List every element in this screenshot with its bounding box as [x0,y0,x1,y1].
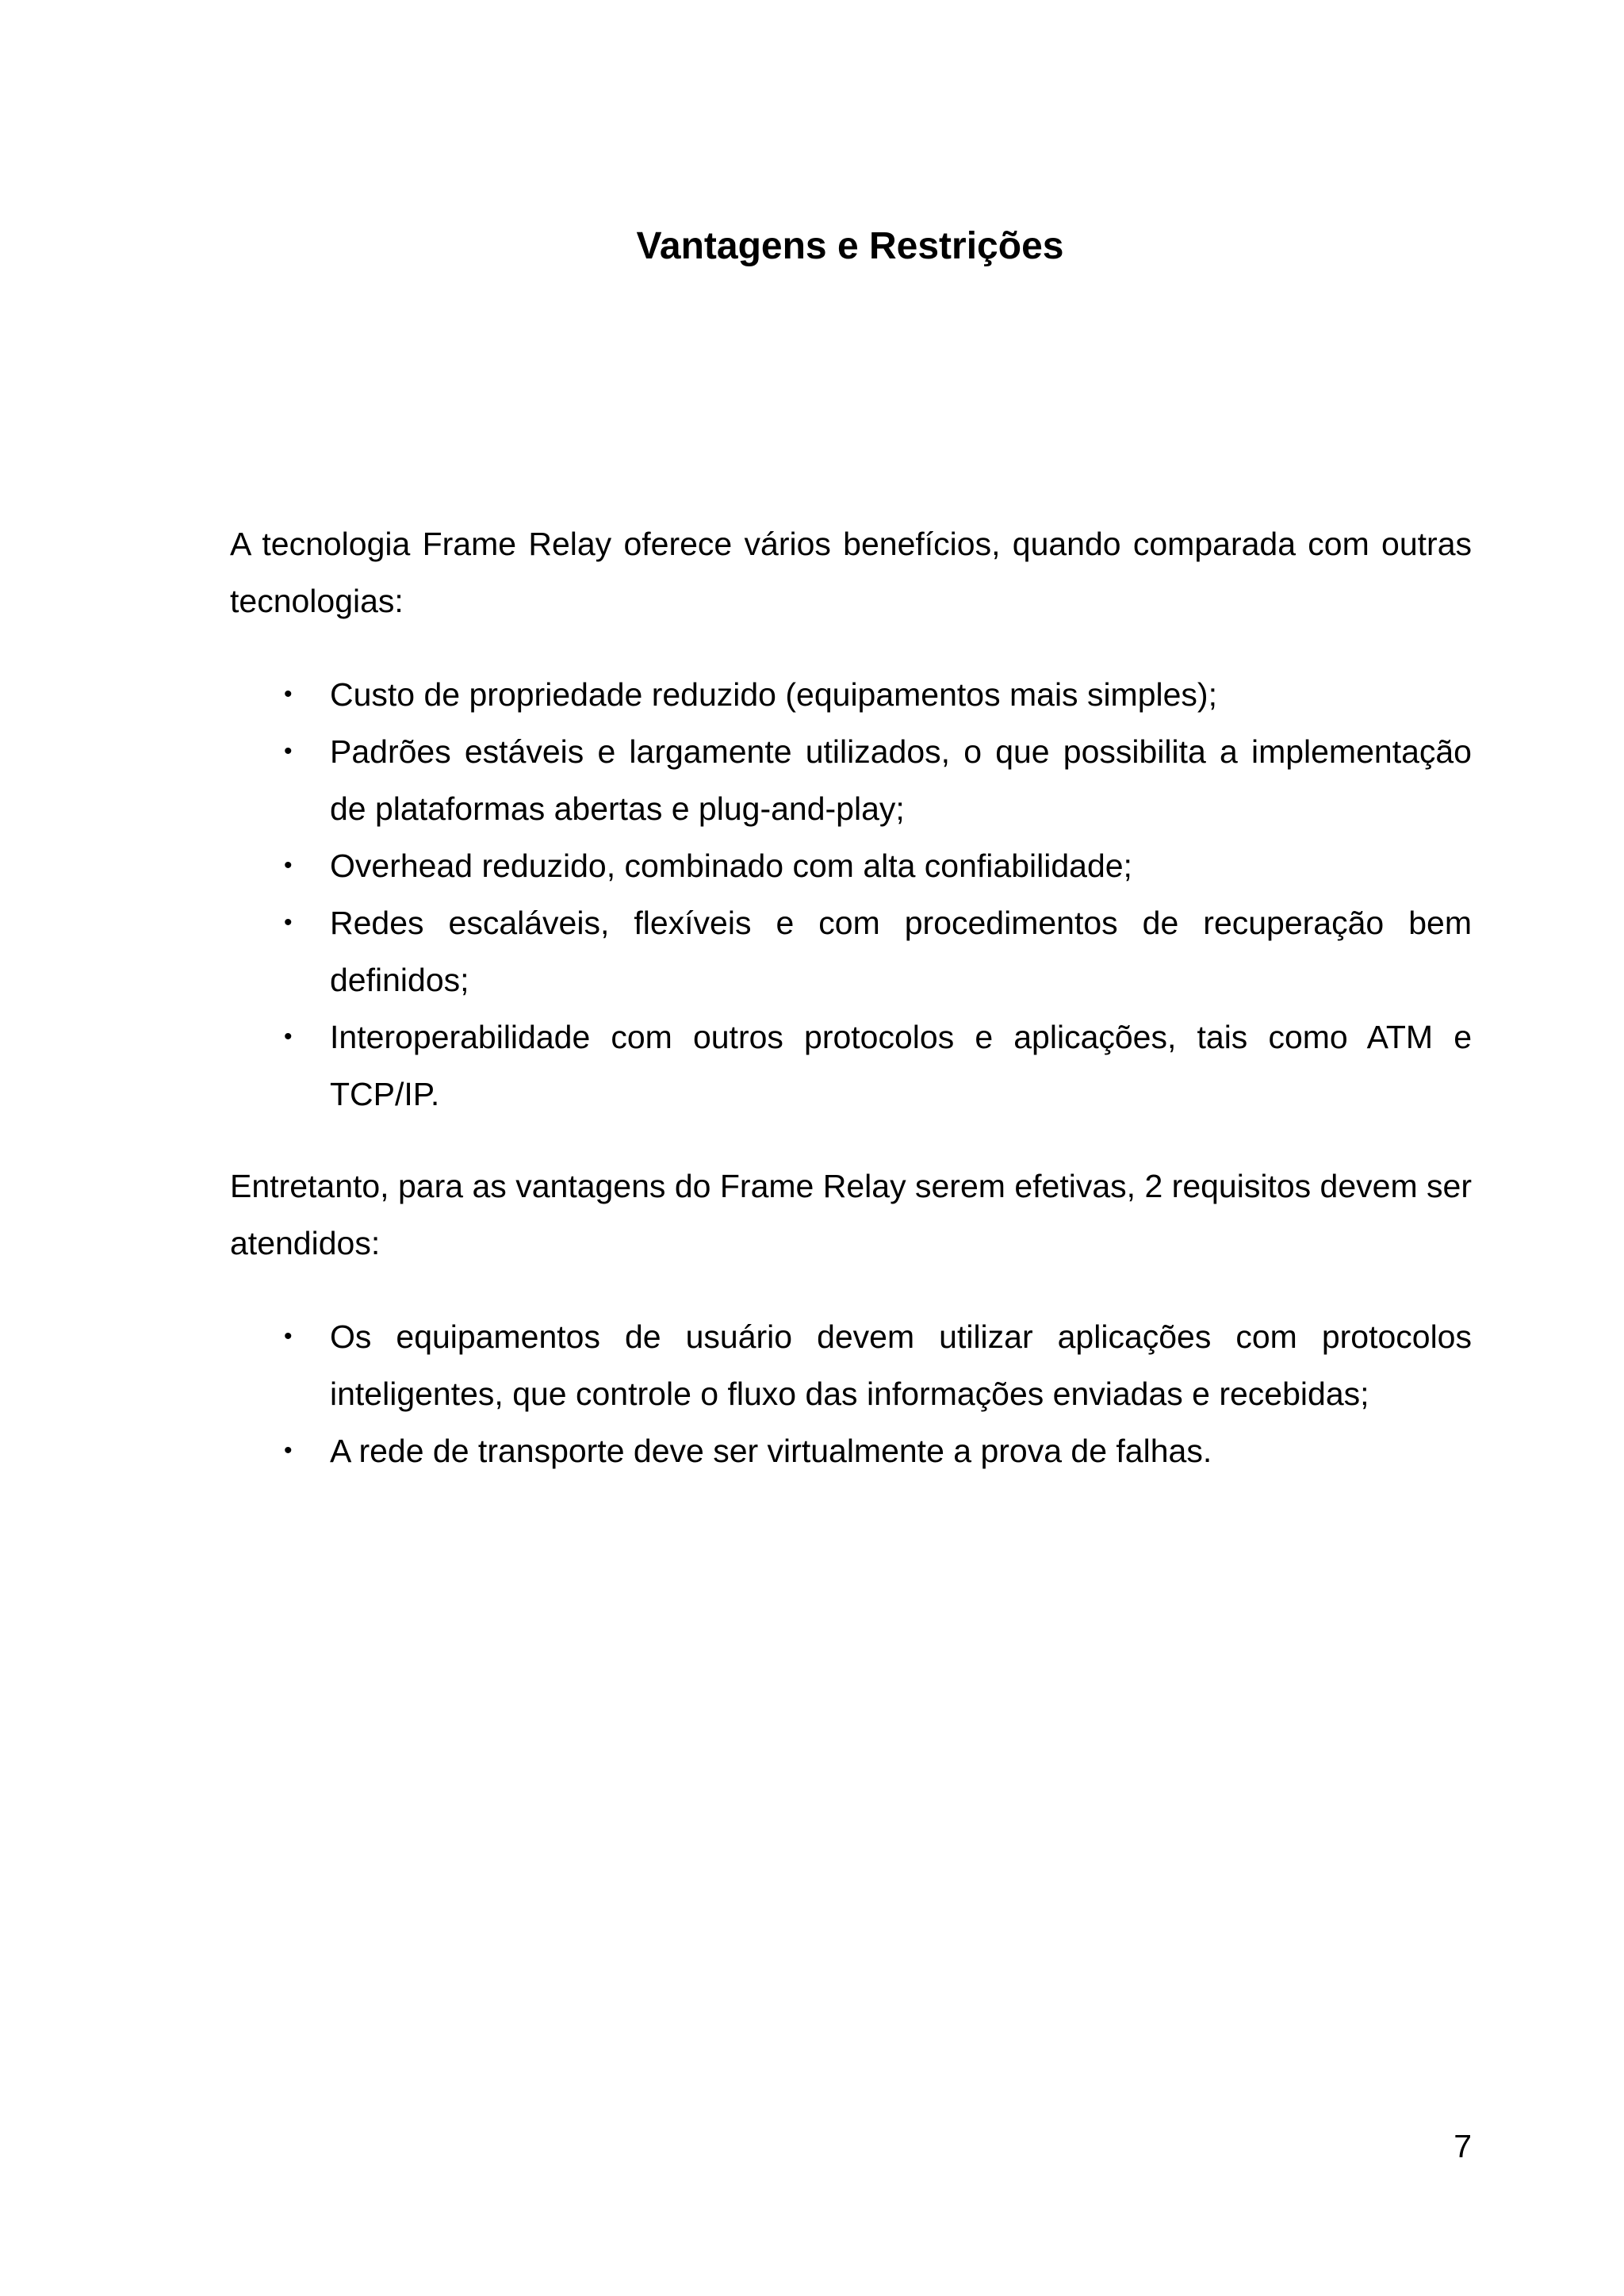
list-item-text: Redes escaláveis, flexíveis e com procedimentos de recuperação bem definidos; [330,905,1472,998]
page-title: Vantagens e Restrições [636,225,1064,267]
bullet-icon: • [284,1024,293,1050]
bullet-icon: • [284,681,293,707]
list-item-text: Interoperabilidade com outros protocolos e aplicações, tais como ATM e TCP/IP. [330,1019,1472,1112]
benefits-list [230,666,1472,1123]
list-item-text: Custo de propriedade reduzido (equipamentos mais simples); [330,676,1217,713]
list-item-text: Padrões estáveis e largamente utilizados, o que possibilita a implementação de plataformas abertas e plug-and-play; [330,733,1472,827]
bullet-icon: • [284,852,293,878]
intro-paragraph: A tecnologia Frame Relay oferece vários benefícios, quando comparada com outras tecnologias: [230,526,1472,619]
list-item [230,894,1472,1008]
list-item [230,1308,1472,1422]
page-number: 7 [1454,2128,1472,2164]
list-item [230,837,1472,894]
list-item [230,666,1472,723]
list-item [230,1008,1472,1123]
bullet-icon: • [284,1323,293,1349]
list-item-text: Os equipamentos de usuário devem utilizar aplicações com protocolos inteligentes, que controle o fluxo das informações enviadas e recebidas; [330,1318,1472,1412]
list-item-text: Overhead reduzido, combinado com alta confiabilidade; [330,848,1132,884]
bullet-icon: • [284,1437,293,1464]
list-item [230,1422,1472,1479]
requirements-paragraph: Entretanto, para as vantagens do Frame Relay serem efetivas, 2 requisitos devem ser atendidos: [230,1168,1472,1261]
bullet-icon: • [284,909,293,936]
list-item [230,723,1472,837]
bullet-icon: • [284,738,293,764]
list-item-text: A rede de transporte deve ser virtualmente a prova de falhas. [330,1433,1212,1469]
requirements-list [230,1308,1472,1479]
